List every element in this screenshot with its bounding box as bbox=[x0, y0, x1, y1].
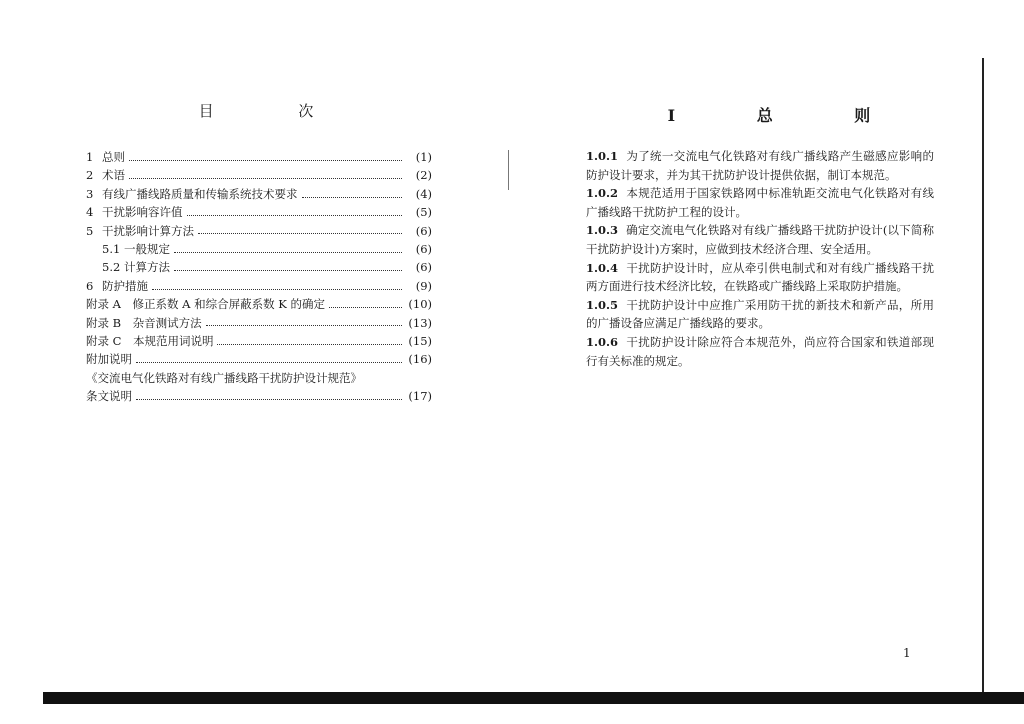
clause-paragraph bbox=[586, 296, 934, 333]
toc-entry-label: 《交流电气化铁路对有线广播线路干扰防护设计规范》 bbox=[86, 370, 362, 385]
toc-leader-dots bbox=[187, 205, 403, 216]
toc-leader-dots bbox=[136, 352, 402, 363]
toc-leader-dots bbox=[129, 168, 402, 179]
scan-border-bar bbox=[43, 692, 1024, 704]
clause-text: 确定交流电气化铁路对有线广播线路干扰防护设计(以下简称干扰防护设计)方案时，应做到技术经济合理、安全适用。 bbox=[586, 223, 934, 256]
page-number: 1 bbox=[903, 646, 911, 660]
clause-text: 本规范适用于国家铁路网中标准轨距交流电气化铁路对有线广播线路干扰防护工程的设计。 bbox=[586, 186, 934, 219]
toc-entry-page: (15) bbox=[408, 334, 432, 349]
clause-number: 1.0.5 bbox=[586, 297, 619, 312]
toc-entry-label: 5.2 计算方法 bbox=[102, 260, 170, 275]
clause-paragraph bbox=[586, 221, 934, 258]
toc-entry-number: 6 bbox=[86, 278, 94, 293]
clause-text: 为了统一交流电气化铁路对有线广播线路产生磁感应影响的防护设计要求，并为其干扰防护设计提供依据，制订本规范。 bbox=[586, 149, 934, 182]
toc-entry-label: 有线广播线路质量和传输系统技术要求 bbox=[102, 186, 298, 201]
toc-entry-page: (6) bbox=[415, 242, 432, 257]
toc-entry-page: (5) bbox=[415, 205, 432, 220]
clause-text: 干扰防护设计中应推广采用防干扰的新技术和新产品，所用的广播设备应满足广播线路的要求。 bbox=[586, 297, 934, 331]
toc-entry-page: (9) bbox=[415, 278, 432, 293]
toc-entry-label: 条文说明 bbox=[86, 389, 132, 404]
toc-leader-dots bbox=[302, 187, 403, 198]
toc-leader-dots bbox=[129, 150, 402, 161]
clause-paragraph bbox=[586, 333, 934, 370]
toc-entry bbox=[86, 258, 432, 276]
chapter-body bbox=[586, 147, 934, 370]
toc-leader-dots bbox=[136, 389, 402, 400]
toc-entry-page: (4) bbox=[415, 186, 432, 201]
toc-entry-label: 5.1 一般规定 bbox=[102, 242, 170, 257]
toc-entry-label: 附录 B 杂音测试方法 bbox=[86, 315, 202, 330]
toc-entry bbox=[86, 148, 432, 166]
toc-entry bbox=[86, 277, 432, 295]
center-mark bbox=[508, 150, 509, 190]
clause-number: 1.0.6 bbox=[586, 334, 619, 349]
clause-paragraph bbox=[586, 184, 934, 221]
toc-leader-dots bbox=[174, 242, 402, 253]
toc-entry bbox=[86, 387, 432, 405]
clause-number: 1.0.1 bbox=[586, 149, 619, 163]
toc-leader-dots bbox=[329, 297, 402, 308]
toc-entry-label: 附录 A 修正系数 A 和综合屏蔽系数 K 的确定 bbox=[86, 297, 325, 312]
toc-entry bbox=[86, 222, 432, 240]
clause-number: 1.0.3 bbox=[586, 223, 619, 238]
toc-entry bbox=[86, 332, 432, 350]
toc-entry bbox=[86, 295, 432, 313]
toc-entry-label: 附录 C 本规范用词说明 bbox=[86, 334, 214, 349]
toc-entry-label: 总则 bbox=[102, 150, 125, 164]
toc-entry-label: 术语 bbox=[102, 168, 125, 183]
toc-leader-dots bbox=[152, 279, 402, 290]
toc-entry bbox=[86, 166, 432, 184]
clause-number: 1.0.2 bbox=[586, 186, 619, 201]
toc-title: 目 次 bbox=[198, 102, 354, 120]
toc-entry bbox=[86, 314, 432, 332]
right-edge-line bbox=[982, 58, 984, 698]
toc-entry-page: (13) bbox=[408, 315, 432, 330]
toc-entry-label: 附加说明 bbox=[86, 352, 132, 367]
toc-entry bbox=[86, 369, 432, 387]
toc-entry bbox=[86, 350, 432, 368]
toc-leader-dots bbox=[174, 260, 402, 271]
clause-number: 1.0.4 bbox=[586, 260, 619, 275]
toc-entry-number: 1 bbox=[86, 150, 94, 164]
toc-entry-number: 5 bbox=[86, 223, 94, 238]
toc-entry-number: 3 bbox=[86, 186, 94, 201]
toc-entry-page: (16) bbox=[408, 352, 432, 367]
toc-entry-page: (1) bbox=[415, 150, 432, 164]
clause-text: 干扰防护设计时，应从牵引供电制式和对有线广播线路干扰两方面进行技术经济比较，在铁路或广播线路上采取防护措施。 bbox=[586, 260, 934, 294]
table-of-contents bbox=[86, 148, 432, 406]
toc-entry-page: (10) bbox=[408, 297, 432, 312]
toc-entry-page: (2) bbox=[415, 168, 432, 183]
toc-entry-label: 干扰影响容许值 bbox=[102, 205, 183, 220]
clause-paragraph bbox=[586, 259, 934, 296]
toc-entry bbox=[86, 185, 432, 203]
toc-entry-page: (17) bbox=[408, 389, 432, 404]
clause-paragraph bbox=[586, 147, 934, 184]
clause-text: 干扰防护设计除应符合本规范外，尚应符合国家和铁道部现行有关标准的规定。 bbox=[586, 334, 934, 368]
toc-entry-number: 4 bbox=[86, 205, 94, 220]
toc-leader-dots bbox=[217, 334, 402, 345]
toc-entry bbox=[86, 203, 432, 221]
toc-leader-dots bbox=[206, 315, 402, 326]
toc-entry-number: 2 bbox=[86, 168, 94, 183]
toc-leader-dots bbox=[198, 223, 402, 234]
toc-entry bbox=[86, 240, 432, 258]
toc-entry-label: 防护措施 bbox=[102, 278, 148, 293]
chapter-title: I 总 则 bbox=[667, 106, 909, 125]
toc-entry-page: (6) bbox=[415, 260, 432, 275]
toc-entry-page: (6) bbox=[415, 223, 432, 238]
toc-entry-label: 干扰影响计算方法 bbox=[102, 223, 194, 238]
